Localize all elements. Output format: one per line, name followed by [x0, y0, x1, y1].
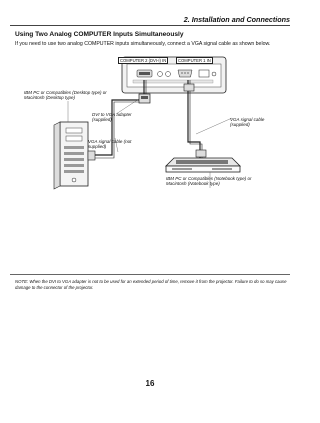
dvi-vga-adapter — [139, 94, 150, 103]
notebook-pc — [166, 158, 240, 172]
label-dvi-adapter: DVI to VGA adapter (supplied) — [92, 112, 132, 123]
port-label-computer2: COMPUTER 2 (DVI-I) IN — [120, 58, 167, 63]
port-label-computer1: COMPUTER 1 IN — [178, 58, 211, 63]
intro-paragraph: If you need to use two analog COMPUTER inputs simultaneously, connect a VGA signal cable as shown below. — [15, 41, 271, 47]
desktop-pc — [54, 122, 88, 189]
chapter-title: 2. Installation and Connections — [183, 15, 290, 24]
page-number: 16 — [145, 379, 155, 388]
label-desktop-pc: IBM PC or Compatibles (Desktop type) or Macintosh (Desktop type) — [24, 90, 107, 101]
note-divider — [10, 274, 290, 275]
label-vga-cable-supplied: VGA signal cable (supplied) — [230, 117, 265, 128]
label-vga-cable-not-supplied: VGA signal cable (not supplied) — [88, 139, 132, 150]
label-notebook-pc: IBM PC or Compatibles (Notebook type) or Macintosh (Notebook type) — [166, 176, 252, 187]
section-title: Using Two Analog COMPUTER Inputs Simultaneously — [15, 31, 184, 38]
note-text: NOTE: When the DVI to VGA adapter is not to be used for an extended period of time, remove it from the projector. Failure to do so may cause damage to the connector of the projector. — [15, 279, 287, 290]
